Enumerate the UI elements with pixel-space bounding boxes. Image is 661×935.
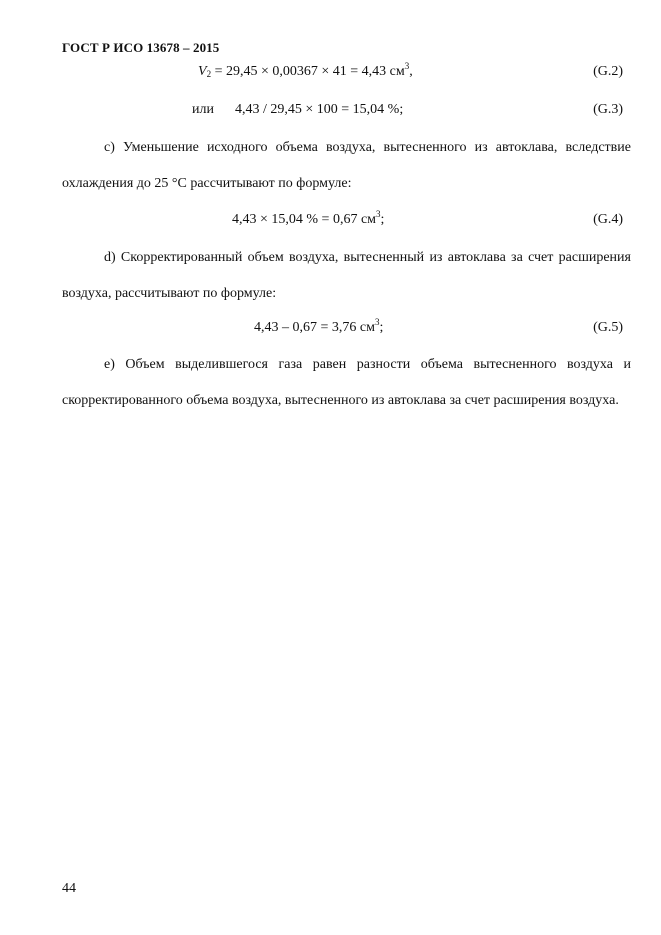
equation-g4-tail: ; (380, 212, 385, 227)
equation-g5-tail: ; (379, 320, 384, 335)
equation-g5 (62, 317, 631, 340)
page-number: 44 (62, 881, 76, 896)
equation-g3-prefix: или (192, 102, 214, 117)
equation-g4-superscript: 3 (376, 209, 381, 219)
equation-g4-number: (G.4) (593, 212, 623, 227)
equation-g3-expression: 4,43 / 29,45 × 100 = 15,04 %; (235, 102, 404, 117)
paragraph-c (62, 130, 631, 202)
equation-g4-expression (232, 209, 385, 228)
equation-g2-variable: V (198, 64, 207, 79)
equation-g2-number: (G.2) (593, 64, 623, 79)
equation-g2-superscript: 3 (404, 61, 410, 71)
paragraph-e-text: е) Объем выделившегося газа равен разности объема вытесненного воздуха и скорректированного объема воздуха, вытесненного из автоклава за счет расширения воздуха. (62, 357, 631, 408)
paragraph-c-text: с) Уменьшение исходного объема воздуха, вытесненного из автоклава, вследствие охлаждения до 25 °С рассчитывают по формуле: (62, 140, 631, 191)
equation-g5-body: 4,43 – 0,67 = 3,76 см (254, 320, 375, 335)
paragraph-d (62, 240, 631, 312)
equation-g5-number: (G.5) (593, 320, 623, 335)
paragraph-e (62, 347, 631, 419)
equation-g3-number: (G.3) (593, 102, 623, 117)
equation-g2-tail: , (409, 64, 413, 79)
equation-g4 (62, 209, 631, 232)
equation-g3 (62, 102, 631, 122)
equation-g2 (62, 61, 631, 84)
document-header: ГОСТ Р ИСО 13678 – 2015 (62, 40, 220, 55)
equation-g5-superscript: 3 (374, 317, 380, 327)
equation-g2-subscript: 2 (206, 69, 212, 79)
equation-g2-body: = 29,45 × 0,00367 × 41 = 4,43 см (211, 64, 405, 79)
equation-g2-expression (198, 61, 413, 80)
equation-g4-body: 4,43 × 15,04 % = 0,67 см (232, 212, 377, 227)
equation-g5-expression (254, 317, 384, 336)
paragraph-d-text: d) Скорректированный объем воздуха, вытесненный из автоклава за счет расширения воздуха, рассчитывают по формуле: (62, 250, 631, 301)
